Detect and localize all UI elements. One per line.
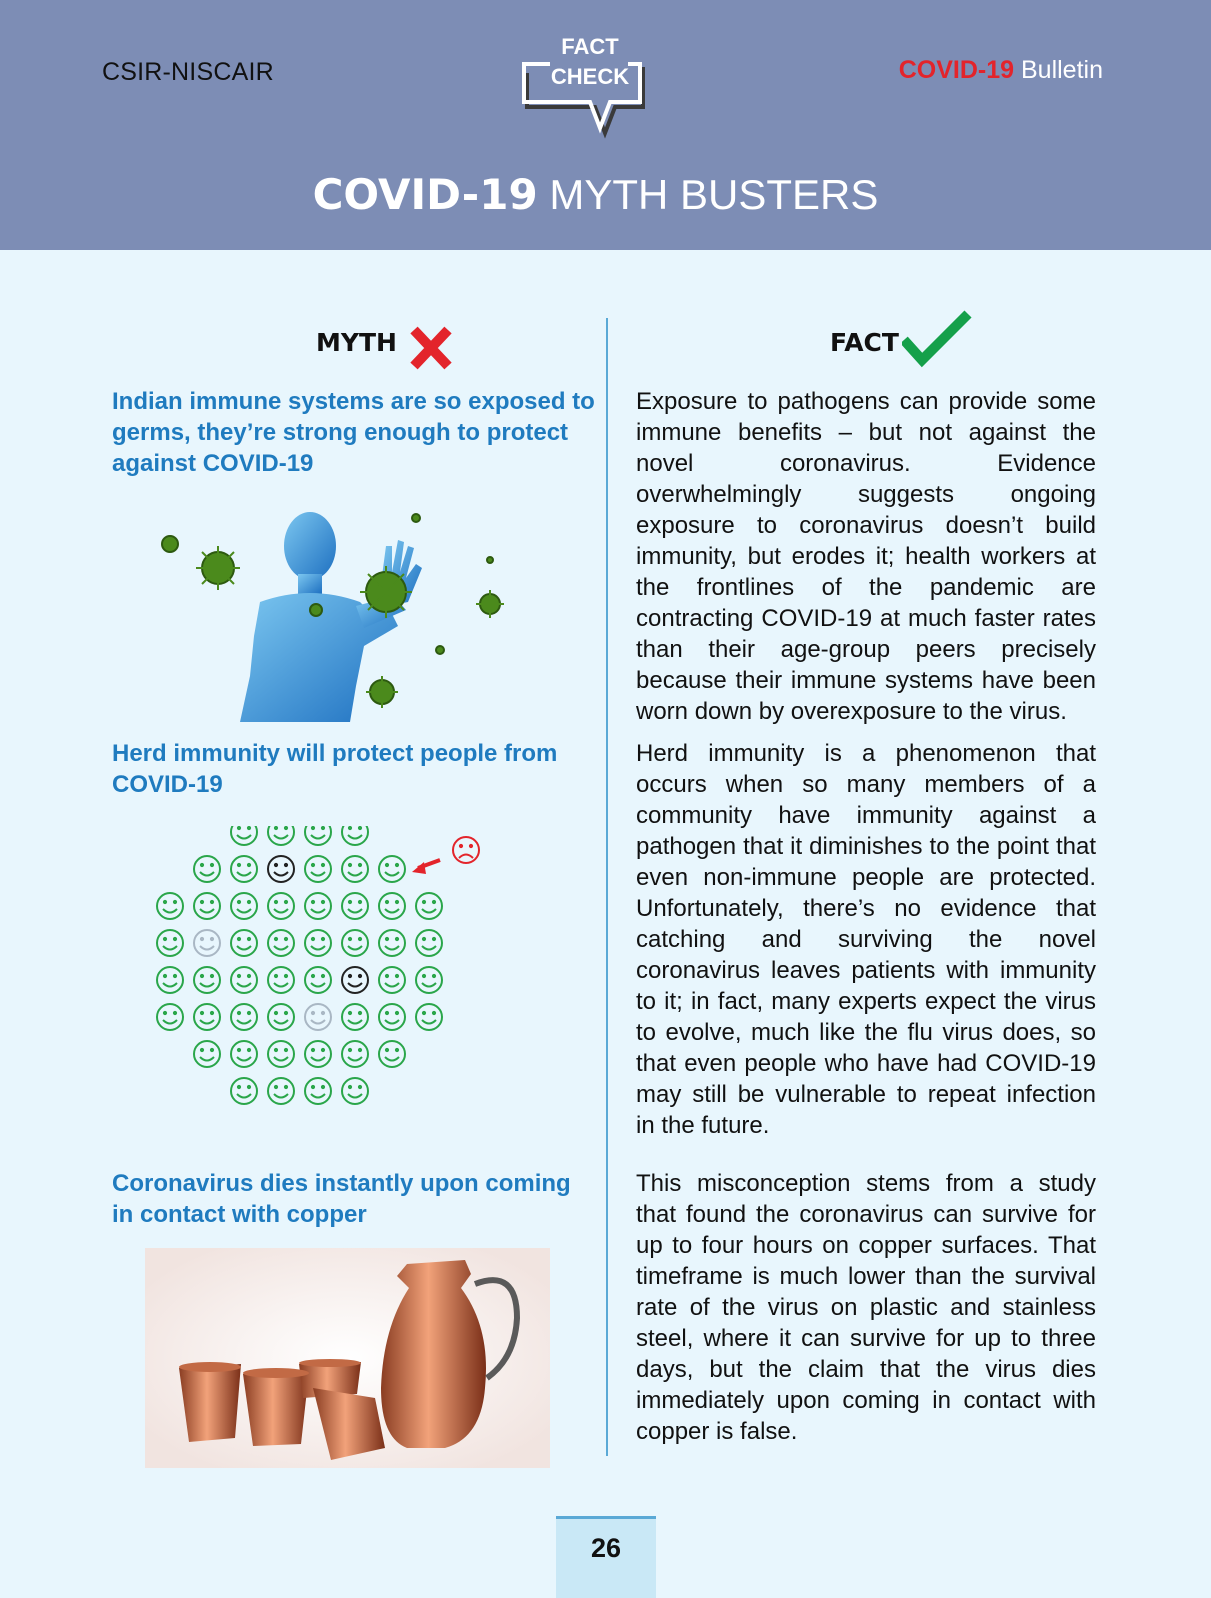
fact-check-badge: [520, 30, 660, 140]
copper-vessels-photo: [145, 1248, 550, 1468]
fact-text-1: Exposure to pathogens can provide some immune benefits – but not against the novel coronavirus. Evidence overwhelmingly suggests ongoing exposure to coronavirus doesn’t build immunity, but erodes it; health workers at the frontlines of the pandemic are contracting COVID-19 at much faster rates than their age-group peers precisely because their immune systems have been worn down by overexposure to the virus.: [636, 388, 1096, 725]
org-name: CSIR-NISCAIR: [102, 58, 274, 86]
red-cross-icon: [408, 326, 454, 370]
smiley-face-icon: [231, 930, 257, 956]
myth-heading: MYTH: [316, 328, 397, 357]
smiley-face-icon: [194, 1004, 220, 1030]
smiley-face-icon: [268, 1004, 294, 1030]
smiley-face-icon: [342, 856, 368, 882]
smiley-face-icon: [268, 856, 294, 882]
smiley-face-icon: [194, 893, 220, 919]
page-title: [0, 172, 1191, 218]
herd-immunity-smiley-grid: [150, 826, 490, 1126]
smiley-face-icon: [194, 856, 220, 882]
immune-body-illustration: [150, 506, 520, 722]
smiley-face-icon: [194, 967, 220, 993]
smiley-face-icon: [157, 1004, 183, 1030]
green-check-icon: [902, 310, 972, 370]
smiley-face-icon: [231, 856, 257, 882]
smiley-face-icon: [342, 1041, 368, 1067]
smiley-face-icon: [379, 930, 405, 956]
smiley-face-icon: [231, 826, 257, 845]
smiley-face-icon: [416, 893, 442, 919]
smiley-face-icon: [231, 893, 257, 919]
smiley-face-icon: [379, 967, 405, 993]
smiley-face-icon: [379, 893, 405, 919]
column-divider: [606, 318, 608, 1456]
smiley-face-icon: [157, 967, 183, 993]
badge-line-1: FACT: [561, 34, 619, 59]
myth-text-3: Coronavirus dies instantly upon coming in contact with copper: [112, 1170, 571, 1228]
smiley-face-icon: [416, 1004, 442, 1030]
smiley-face-icon: [305, 967, 331, 993]
fact-text-3: This misconception stems from a study that found the coronavirus can survive for up to four hours on copper surfaces. That timeframe is much lower than the survival rate of the virus on plastic and stainless steel, where it can survive for up to three days, but the claim that the virus dies immediately upon coming in contact with copper is false.: [636, 1170, 1096, 1445]
smiley-face-icon: [231, 1078, 257, 1104]
smiley-face-icon: [268, 930, 294, 956]
fact-heading: FACT: [830, 328, 899, 357]
badge-line-2: CHECK: [550, 64, 630, 89]
smiley-face-icon: [268, 826, 294, 845]
smiley-face-icon: [305, 826, 331, 845]
smiley-face-icon: [342, 1004, 368, 1030]
smiley-face-icon: [268, 1078, 294, 1104]
smiley-face-icon: [231, 1004, 257, 1030]
bulletin-covid: COVID-19: [898, 56, 1015, 84]
smiley-face-icon: [194, 1041, 220, 1067]
myth-text-1: Indian immune systems are so exposed to germs, they’re strong enough to protect against COVID-19: [112, 388, 595, 477]
smiley-face-icon: [268, 893, 294, 919]
smiley-face-icon: [416, 967, 442, 993]
smiley-face-icon: [379, 1004, 405, 1030]
fact-text-2: Herd immunity is a phenomenon that occurs when so many members of a community have immunity against a pathogen that it diminishes to the point that even non-immune people are protected. Unfortunately, there’s no evidence that catching and surviving the novel coronavirus leaves patients with immunity to it; in fact, many experts expect the virus to evolve, much like the flu virus does, so that even people who have had COVID-19 may still be vulnerable to repeat infection in the future.: [636, 740, 1096, 1139]
smiley-face-icon: [342, 930, 368, 956]
page-title-bold: COVID-19: [312, 170, 538, 219]
bulletin-word: Bulletin: [1014, 56, 1103, 84]
page-number: 26: [556, 1516, 656, 1598]
smiley-face-icon: [268, 1041, 294, 1067]
smiley-face-icon: [342, 826, 368, 845]
smiley-face-icon: [268, 967, 294, 993]
smiley-face-icon: [157, 930, 183, 956]
smiley-face-icon: [305, 930, 331, 956]
bulletin-label: [899, 56, 1103, 85]
sad-face-icon: [453, 837, 479, 863]
smiley-face-icon: [305, 893, 331, 919]
smiley-face-icon: [305, 856, 331, 882]
smiley-face-icon: [305, 1041, 331, 1067]
smiley-face-icon: [305, 1078, 331, 1104]
smiley-face-icon: [342, 893, 368, 919]
page-title-rest: MYTH BUSTERS: [537, 171, 879, 218]
smiley-face-icon: [305, 1004, 331, 1030]
header-banner: [0, 0, 1211, 250]
smiley-face-icon: [231, 1041, 257, 1067]
smiley-face-icon: [194, 930, 220, 956]
smiley-face-icon: [379, 1041, 405, 1067]
smiley-face-icon: [342, 1078, 368, 1104]
myth-text-2: Herd immunity will protect people from COVID-19: [112, 740, 558, 798]
smiley-face-icon: [342, 967, 368, 993]
smiley-face-icon: [416, 930, 442, 956]
smiley-face-icon: [379, 856, 405, 882]
smiley-face-icon: [231, 967, 257, 993]
smiley-face-icon: [157, 893, 183, 919]
